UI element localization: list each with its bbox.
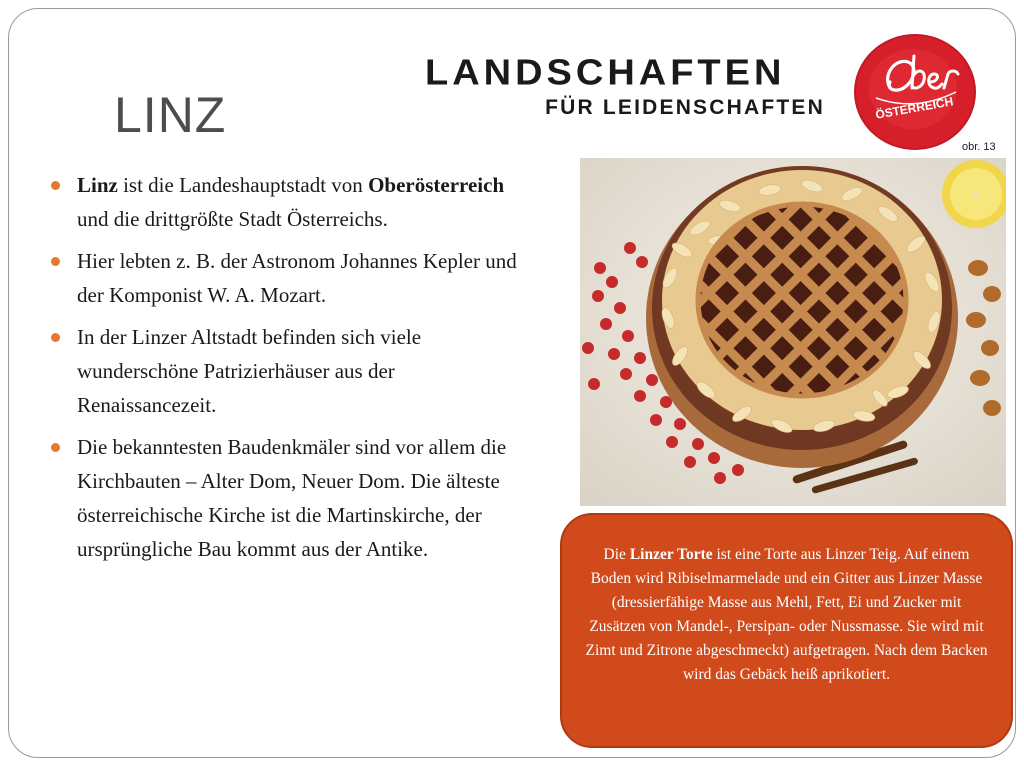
bullet-text: In der Linzer Altstadt befinden sich viele wunderschöne Patrizierhäuser aus der Renaissancezeit. <box>77 325 422 417</box>
bullet-text: Hier lebten z. B. der Astronom Johannes Kepler und der Komponist W. A. Mozart. <box>77 249 517 307</box>
bullet-bold-region: Oberösterreich <box>368 173 505 197</box>
bullet-icon <box>51 333 60 342</box>
logo-line-2: FÜR LEIDENSCHAFTEN <box>545 96 825 119</box>
callout-text: Die <box>603 546 630 563</box>
callout-text: ist eine Torte aus Linzer Teig. Auf einem Boden wird Ribiselmarmelade und ein Gitter aus Linzer Masse (dressierfähige Masse aus Mehl, Fett, Ei und Zucker mit Zusätzen von Mandel-, Persipan- oder Nussmasse. Sie wird mit Zimt und Zitrone abgeschmeckt) aufgetragen. Nach dem Backen wird das Gebäck heiß aprikotiert. <box>585 546 988 683</box>
bullet-icon <box>51 443 60 452</box>
bullet-list <box>47 168 537 574</box>
svg-text:ÖSTERREICH: ÖSTERREICH <box>874 94 955 122</box>
bullet-item <box>47 168 537 236</box>
slide-title: LINZ <box>114 87 227 143</box>
linzer-torte-photo <box>580 158 1006 506</box>
bullet-text: und die drittgrößte Stadt Österreichs. <box>77 207 388 231</box>
bullet-icon <box>51 181 60 190</box>
linzer-torte-info-box <box>560 513 1013 748</box>
bullet-item <box>47 430 537 566</box>
bullet-bold-linz: Linz <box>77 173 118 197</box>
bullet-item <box>47 244 537 312</box>
landschaften-logo <box>425 52 827 120</box>
callout-bold-term: Linzer Torte <box>629 546 713 563</box>
oberoesterreich-seal-logo <box>852 32 978 152</box>
bullet-icon <box>51 257 60 266</box>
logo-line-1: LANDSCHAFTEN <box>425 53 786 93</box>
bullet-item <box>47 320 537 422</box>
photo-caption: obr. 13 <box>962 141 996 153</box>
bullet-text: Die bekanntesten Baudenkmäler sind vor allem die Kirchbauten – Alter Dom, Neuer Dom. Die älteste österreichische Kirche ist die Martinskirche, der ursprüngliche Bau kommt aus der Antike. <box>77 435 507 561</box>
bullet-text: ist die Landeshauptstadt von <box>117 173 369 197</box>
